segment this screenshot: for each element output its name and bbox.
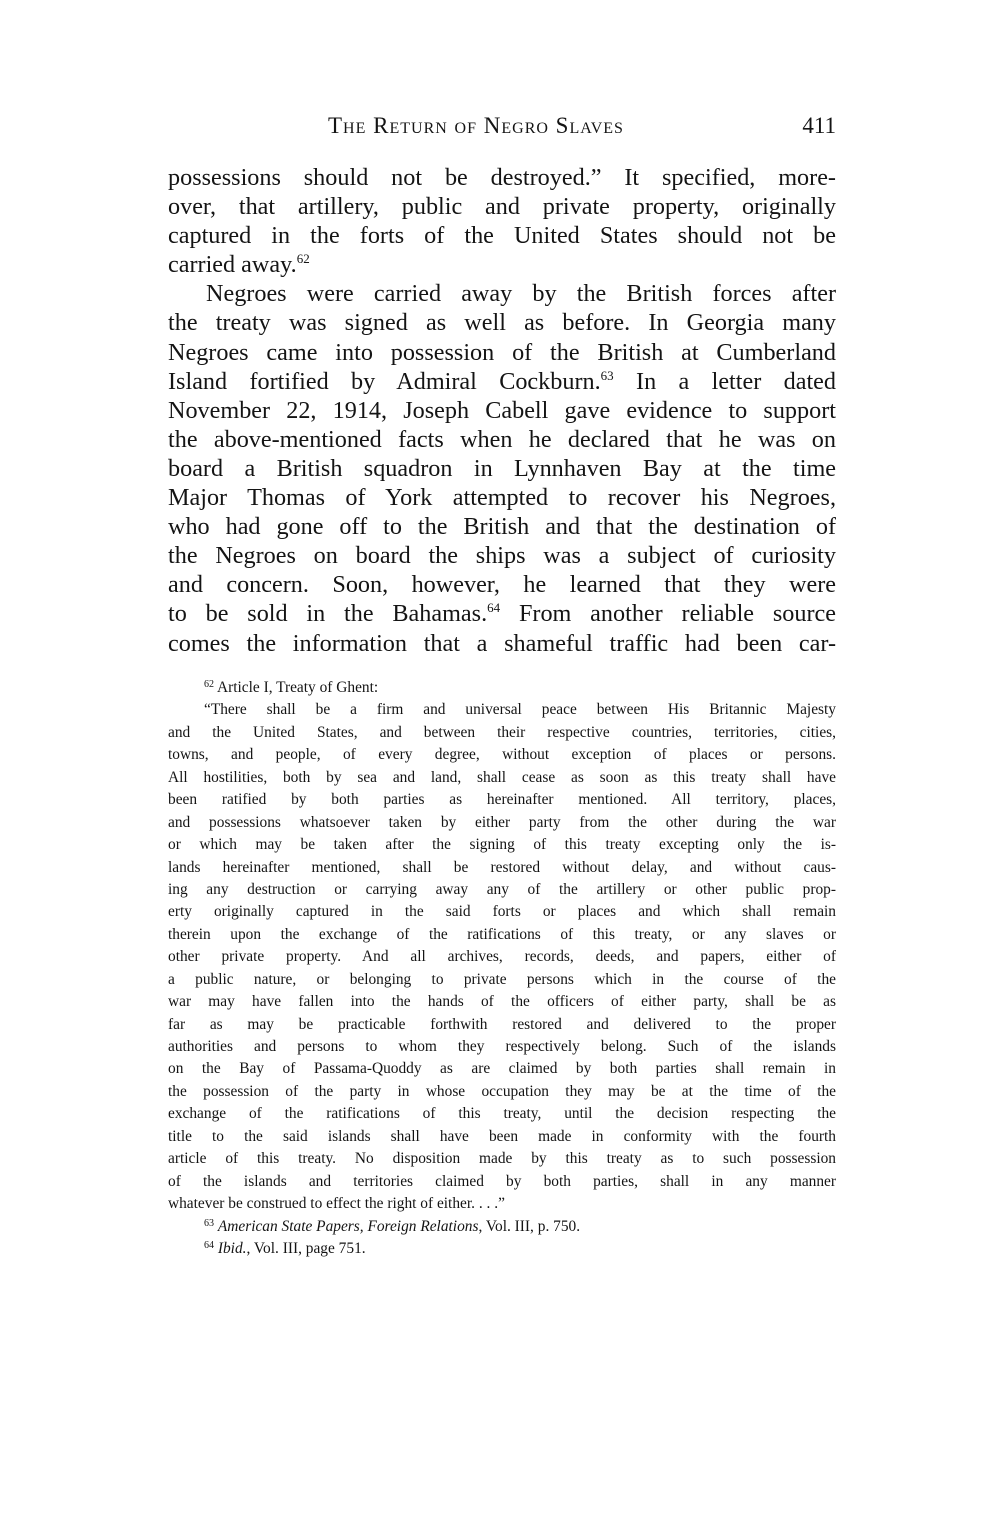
page-number: 411: [802, 113, 836, 138]
body-line: possessions should not be destroyed.” It specified, more-: [168, 164, 836, 191]
footnote-mark: 62: [204, 679, 214, 690]
footnote-line: exchange of the ratifications of this treaty, until the decision respecting the: [168, 1105, 836, 1123]
note-ref-63: 63: [600, 367, 614, 383]
body-line-segment: From another reliable source: [518, 600, 836, 628]
footnote-mark: 64: [204, 1239, 214, 1251]
footnote-line: war may have fallen into the hands of the officers of either party, shall be as: [168, 993, 836, 1011]
body-line: who had gone off to the British and that the destination of: [168, 513, 836, 541]
running-title: The Return of Negro Slaves: [328, 113, 624, 138]
footnote-64: [168, 1238, 836, 1260]
footnote-line: been ratified by both parties as hereinafter mentioned. All territory, places,: [168, 791, 836, 809]
body-line: comes the information that a shameful traffic had been car-: [168, 629, 836, 657]
body-line: captured in the forts of the United States should not be: [168, 222, 836, 250]
footnote-heading-text: Article I, Treaty of Ghent:: [217, 679, 379, 696]
footnote-line: towns, and people, of every degree, without exception of places or persons.: [168, 746, 836, 764]
footnote-rest: , Vol. III, p. 750.: [478, 1217, 581, 1235]
footnote-line: on the Bay of Passama-Quoddy as are claimed by both parties shall remain in: [168, 1060, 836, 1078]
body-text: [168, 163, 836, 658]
footnote-line: ing any destruction or carrying away any of the artillery or other public prop-: [168, 880, 836, 898]
footnote-line: “There shall be a firm and universal peace between His Britannic Majesty: [204, 701, 836, 719]
body-line: over, that artillery, public and private property, originally: [168, 193, 836, 221]
footnote-source: Ibid.: [217, 1239, 247, 1257]
footnote-line: and the United States, and between their respective countries, territories, cities,: [168, 723, 836, 741]
footnote-line: lands hereinafter mentioned, shall be restored without delay, and without caus-: [168, 858, 836, 876]
body-line: the treaty was signed as well as before. In Georgia many: [168, 309, 836, 337]
body-line: board a British squadron in Lynnhaven Bay at the time: [168, 454, 836, 482]
body-line: Negroes came into possession of the British at Cumberland: [168, 338, 836, 366]
footnote-line: of the islands and territories claimed by both parties, shall in any manner: [168, 1172, 836, 1190]
body-line-text: carried away.: [168, 251, 297, 279]
body-line: the above-mentioned facts when he declared that he was on: [168, 425, 836, 453]
body-line-segment: In a letter dated: [636, 367, 836, 395]
footnote-63: [168, 1216, 836, 1238]
body-line: Major Thomas of York attempted to recover his Negroes,: [168, 484, 836, 512]
body-line-segment: to be sold in the Bahamas.: [168, 600, 488, 628]
footnote-line: erty originally captured in the said forts or places and which shall remain: [168, 903, 836, 921]
running-head: [168, 113, 836, 143]
body-line-text: [168, 600, 500, 627]
footnote-line: far as may be practicable forthwith restored and delivered to the proper: [168, 1015, 836, 1033]
footnote-line: authorities and persons to whom they respectively belong. Such of the islands: [168, 1038, 836, 1055]
body-line: November 22, 1914, Joseph Cabell gave evidence to support: [168, 396, 836, 424]
footnote-line: a public nature, or belonging to private persons which in the course of the: [168, 970, 836, 988]
footnote-rest: , Vol. III, page 751.: [246, 1239, 366, 1257]
body-line: the Negroes on board the ships was a subject of curiosity: [168, 542, 836, 570]
body-line-segment: Island fortified by Admiral Cockburn.: [168, 367, 601, 395]
footnote-line: article of this treaty. No disposition made by this treaty as to such possession: [168, 1150, 836, 1168]
footnote-line: whatever be construed to effect the right of either. . . .”: [168, 1195, 505, 1213]
body-line: [168, 599, 836, 628]
footnote-line: and possessions whatsoever taken by either party from the other during the war: [168, 813, 836, 831]
footnotes: [168, 677, 836, 1260]
footnote-line: the possession of the party in whose occupation they may be at the time of the: [168, 1082, 836, 1100]
footnote-line: title to the said islands shall have been made in conformity with the fourth: [168, 1127, 836, 1145]
footnote-line: therein upon the exchange of the ratifications of this treaty, or any slaves or: [168, 925, 836, 943]
body-line: and concern. Soon, however, he learned that they were: [168, 571, 836, 599]
body-line: Negroes were carried away by the British forces after: [206, 280, 836, 308]
note-ref-64: 64: [487, 600, 501, 616]
body-line: [168, 250, 836, 279]
footnote-62-heading: [168, 677, 836, 699]
footnote-mark: 63: [204, 1217, 214, 1229]
footnote-line: All hostilities, both by sea and land, shall cease as soon as this treaty shall have: [168, 768, 836, 786]
footnote-line: other private property. And all archives, records, deeds, and papers, either of: [168, 948, 836, 966]
body-line-text: [168, 368, 614, 395]
footnote-source: American State Papers, Foreign Relations: [217, 1217, 479, 1235]
body-line: [168, 367, 836, 396]
note-ref-62: 62: [296, 251, 310, 267]
footnote-line: or which may be taken after the signing of this treaty excepting only the is-: [168, 836, 836, 854]
